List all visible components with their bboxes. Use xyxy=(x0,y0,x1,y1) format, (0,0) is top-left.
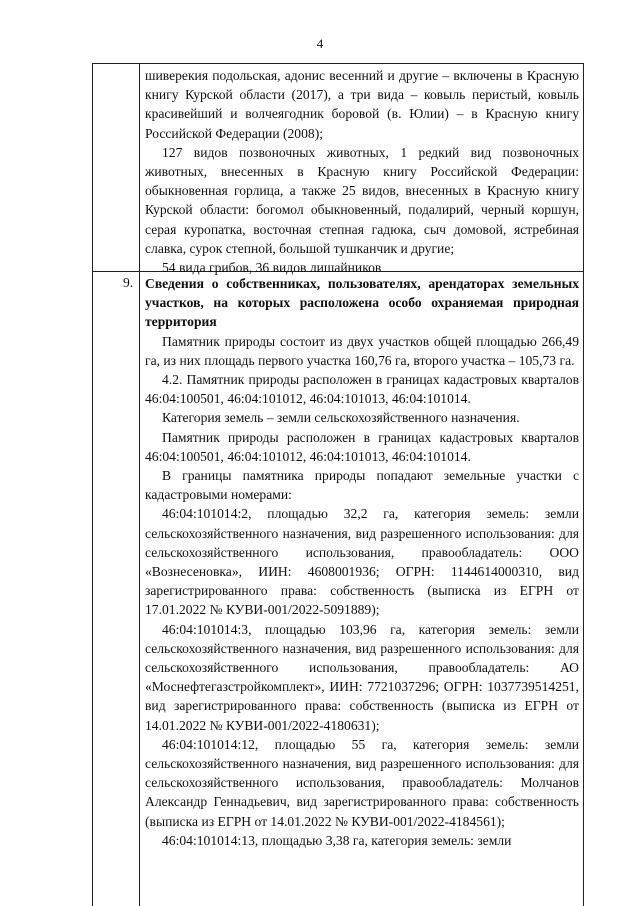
paragraph: 46:04:101014:2, площадью 32,2 га, категория земель: земли сельскохозяйственного назначения, вид разрешенного использования: для сельскохозяйственного использования, правообладатель: ООО «Вознесеновка», ИИН: 4608001936; ОГРН: 1144614000310, вид зарегистрированного права: собственность (выписка из ЕГРН от 17.01.2022 № КУВИ-001/2022-5091889); xyxy=(145,506,579,618)
paragraph: 46:04:101014:13, площадью 3,38 га, категория земель: земли xyxy=(162,832,512,848)
paragraph: шиверекия подольская, адонис весенний и другие – включены в Красную книгу Курской области (2017), а три вида – ковыль перистый, ковыль красивейший и волчеягодник боровой (в. Юлии) – в Красную книгу Российской Федерации (2008); xyxy=(145,68,579,141)
paragraph: 127 видов позвоночных животных, 1 редкий вид позвоночных животных, внесенных в Красную книгу Российской Федерации: обыкновенная горлица, а также 25 видов, внесенных в Красную книгу Курской области: богомол обыкновенный, подалирий, черный коршун, серая куропатка, восточная степная гадюка, сыч домовой, ястребиная славка, сурок степной, большой тушканчик и другие; xyxy=(145,144,579,256)
number-column xyxy=(93,64,140,906)
paragraph: 46:04:101014:12, площадью 55 га, категория земель: земли сельскохозяйственного назначения, вид разрешенного использования: для сельскохозяйственного использования, правообладатель: Молчанов Александр Геннадьевич, вид зарегистрированного права: собственность (выписка из ЕГРН от 14.01.2022 № КУВИ-001/2022-4184561); xyxy=(145,736,579,829)
paragraph: 46:04:101014:3, площадью 103,96 га, категория земель: земли сельскохозяйственного назначения, вид разрешенного использования: для сельскохозяйственного использования, правообладатель: АО «Моснефтегазстройкомплект», ИИН: 7721037296; ОГРН: 1037739514251, вид зарегистрированного права: собственность (выписка из ЕГРН от 14.01.2022 № КУВИ-001/2022-4180631); xyxy=(145,621,579,733)
paragraph: В границы памятника природы попадают земельные участки с кадастровыми номерами: xyxy=(145,468,579,503)
section-heading: Сведения о собственниках, пользователях, арендаторах земельных участков, на которых расположена особо охраняемая природная территория xyxy=(145,276,579,330)
paragraph: 4.2. Памятник природы расположен в границах кадастровых кварталов 46:04:100501, 46:04:101012, 46:04:101013, 46:04:101014. xyxy=(145,372,579,407)
row-8-content xyxy=(145,66,579,277)
document-table xyxy=(92,63,584,906)
row-number-9: 9. xyxy=(123,275,134,290)
paragraph: Памятник природы расположен в границах кадастровых кварталов 46:04:100501, 46:04:101012, 46:04:101013, 46:04:101014. xyxy=(145,429,579,464)
row-9-content xyxy=(145,274,579,850)
paragraph: Памятник природы состоит из двух участков общей площадью 266,49 га, из них площадь первого участка 160,76 га, второго участка – 105,73 га. xyxy=(145,333,579,368)
paragraph: 54 вида грибов, 36 видов лишайников xyxy=(162,260,382,276)
paragraph: Категория земель – земли сельскохозяйственного назначения. xyxy=(162,410,520,426)
table-right-border xyxy=(583,64,584,906)
page-number: 4 xyxy=(316,36,324,51)
